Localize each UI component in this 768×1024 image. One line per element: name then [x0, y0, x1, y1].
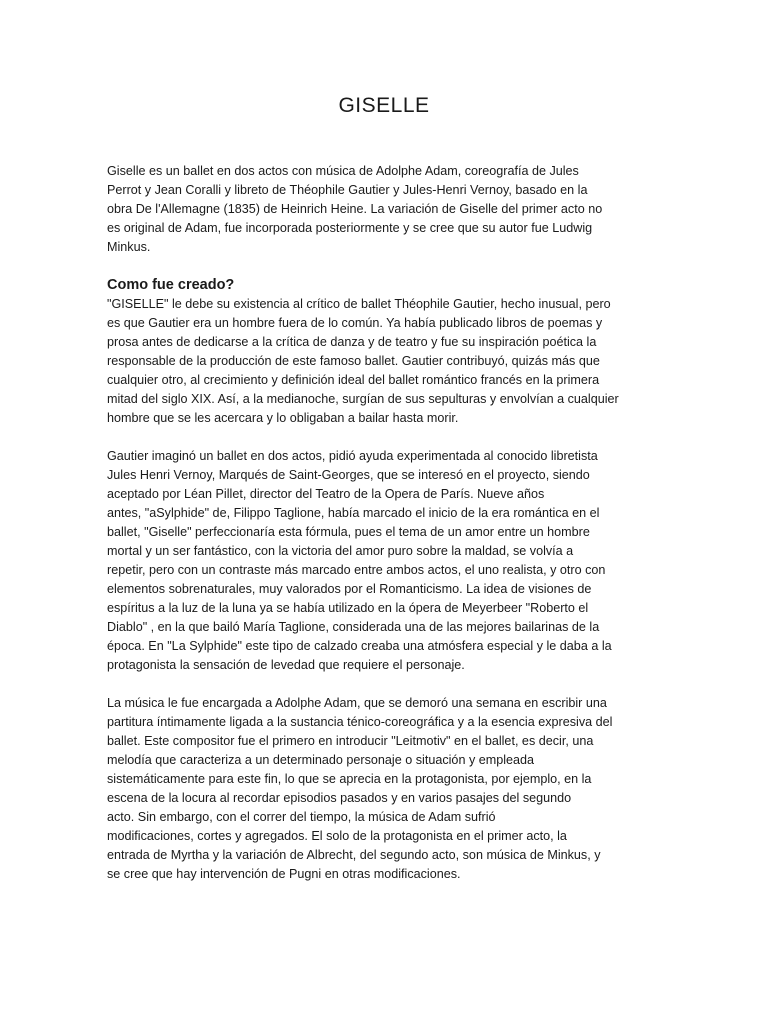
text-line: elementos sobrenaturales, muy valorados por el Romanticismo. La idea de visiones de	[107, 582, 592, 596]
text-line: partitura íntimamente ligada a la sustancia ténico-coreográfica y a la esencia expresiva del	[107, 715, 613, 729]
text-line: Minkus.	[107, 240, 151, 254]
text-line: aceptado por Léan Pillet, director del Teatro de la Opera de París. Nueve años	[107, 487, 545, 501]
paragraph-origin	[107, 295, 663, 428]
paragraph-libretto	[107, 447, 663, 675]
text-line: protagonista la sensación de levedad que requiere el personaje.	[107, 658, 465, 672]
section-heading: Como fue creado?	[107, 277, 235, 293]
text-line: La música le fue encargada a Adolphe Adam, que se demoró una semana en escribir una	[107, 696, 607, 710]
text-line: Jules Henri Vernoy, Marqués de Saint-Georges, que se interesó en el proyecto, siendo	[107, 468, 590, 482]
text-line: prosa antes de dedicarse a la crítica de danza y de teatro y fue su inspiración poética la	[107, 335, 597, 349]
text-line: "GISELLE" le debe su existencia al crítico de ballet Théophile Gautier, hecho inusual, pero	[107, 297, 611, 311]
text-line: época. En "La Sylphide" este tipo de calzado creaba una atmósfera especial y le daba a la	[107, 639, 612, 653]
text-line: Giselle es un ballet en dos actos con música de Adolphe Adam, coreografía de Jules	[107, 164, 579, 178]
text-line: Diablo" , en la que bailó María Taglione, considerada una de las mejores bailarinas de la	[107, 620, 600, 634]
text-line: entrada de Myrtha y la variación de Albrecht, del segundo acto, son música de Minkus, y	[107, 848, 601, 862]
text-line: es que Gautier era un hombre fuera de lo común. Ya había publicado libros de poemas y	[107, 316, 603, 330]
text-line: melodía que caracteriza a un determinado personaje o situación y empleada	[107, 753, 535, 767]
document-body	[107, 162, 663, 884]
intro-paragraph	[107, 162, 663, 257]
text-line: responsable de la producción de este famoso ballet. Gautier contribuyó, quizás más que	[107, 354, 600, 368]
text-line: Gautier imaginó un ballet en dos actos, pidió ayuda experimentada al conocido libretista	[107, 449, 598, 463]
text-line: Perrot y Jean Coralli y libreto de Théophile Gautier y Jules-Henri Vernoy, basado en la	[107, 183, 588, 197]
document-title: GISELLE	[338, 94, 430, 117]
text-line: espíritus a la luz de la luna ya se había utilizado en la ópera de Meyerbeer "Roberto el	[107, 601, 589, 615]
text-line: modificaciones, cortes y agregados. El solo de la protagonista en el primer acto, la	[107, 829, 567, 843]
text-line: escena de la locura al recordar episodios pasados y en varios pasajes del segundo	[107, 791, 572, 805]
text-line: cualquier otro, al crecimiento y definición ideal del ballet romántico francés en la primera	[107, 373, 600, 387]
text-line: hombre que se les acercara y lo obligaban a bailar hasta morir.	[107, 411, 459, 425]
text-line: mortal y un ser fantástico, con la victoria del amor puro sobre la maldad, se volvía a	[107, 544, 574, 558]
text-line: ballet, "Giselle" perfeccionaría esta fórmula, pues el tema de un amor entre un hombre	[107, 525, 590, 539]
text-line: antes, "aSylphide" de, Filippo Taglione, había marcado el inicio de la era romántica en el	[107, 506, 600, 520]
text-line: repetir, pero con un contraste más marcado entre ambos actos, el uno realista, y otro con	[107, 563, 606, 577]
text-line: ballet. Este compositor fue el primero en introducir "Leitmotiv" en el ballet, es decir, una	[107, 734, 594, 748]
text-line: sistemáticamente para este fin, lo que se aprecia en la protagonista, por ejemplo, en la	[107, 772, 592, 786]
text-line: obra De l'Allemagne (1835) de Heinrich Heine. La variación de Giselle del primer acto no	[107, 202, 603, 216]
text-line: se cree que hay intervención de Pugni en otras modificaciones.	[107, 867, 461, 881]
text-line: acto. Sin embargo, con el correr del tiempo, la música de Adam sufrió	[107, 810, 496, 824]
paragraph-music	[107, 694, 663, 884]
text-line: mitad del siglo XIX. Así, a la medianoche, surgían de sus sepulturas y envolvían a cualquier	[107, 392, 619, 406]
text-line: es original de Adam, fue incorporada posteriormente y se cree que su autor fue Ludwig	[107, 221, 593, 235]
